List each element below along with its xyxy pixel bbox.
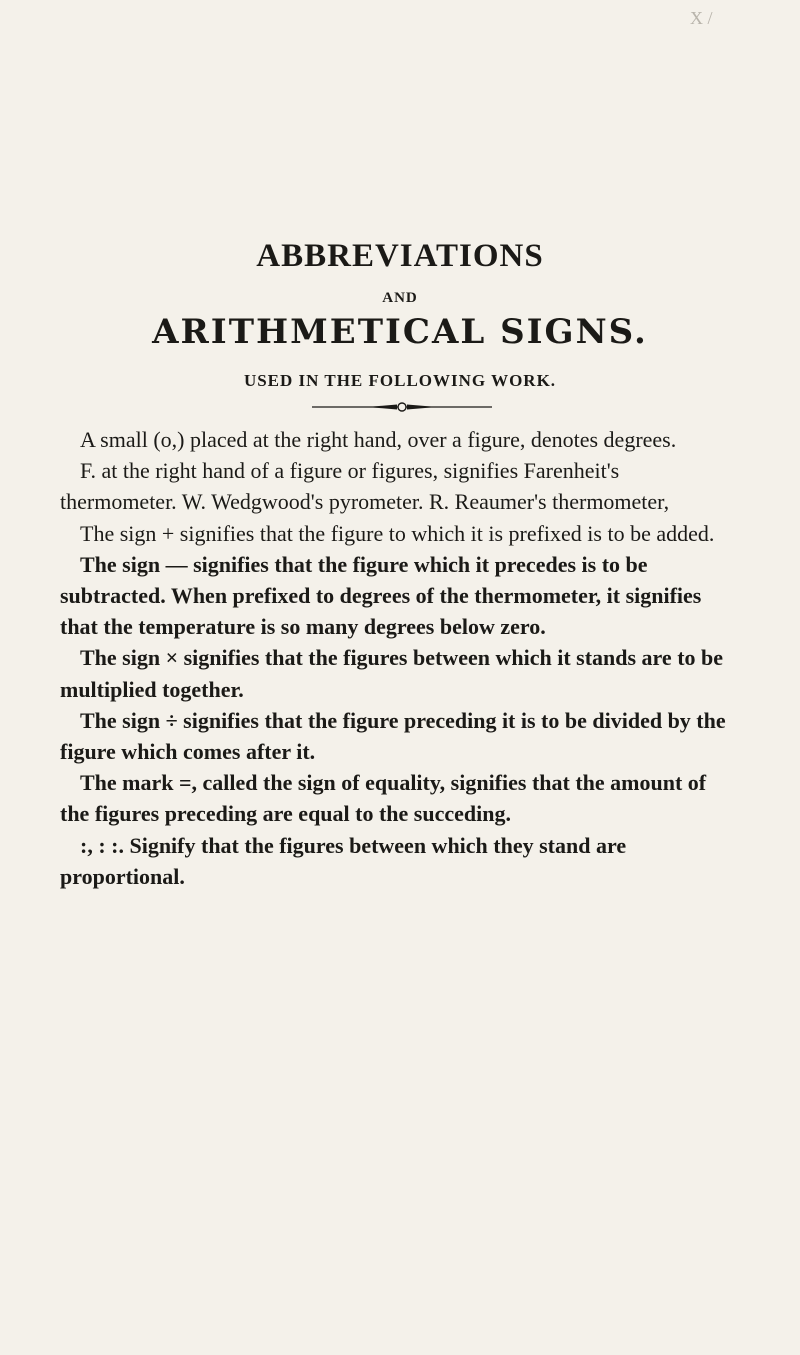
title-conjunction: AND (382, 290, 418, 306)
paragraph-minus-sign: The sign — signifies that the figure which it precedes is to be subtracted. When prefixed to degrees of the thermometer, it signifies that the temperature is so many degrees below zero. (60, 551, 702, 640)
body-text (60, 424, 740, 892)
paragraph-plus-sign: The sign + signifies that the figure to which it is prefixed is to be added. (80, 520, 715, 546)
paragraph-thermometers: F. at the right hand of a figure or figures, signifies Farenheit's thermometer. W. Wedgwood's pyrometer. R. Reaumer's thermometer, (60, 458, 670, 515)
ornament-divider (312, 400, 492, 414)
page-subtitle: USED IN THE FOLLOWING WORK. (243, 371, 557, 390)
page-title: ABBREVIATIONS (256, 238, 544, 274)
paragraph-divide-sign: The sign ÷ signifies that the figure preceding it is to be divided by the figure which comes after it. (60, 707, 726, 765)
paragraph-multiply-sign: The sign × signifies that the figures between which it stands are to be multiplied together. (60, 645, 724, 702)
corner-mark: X / (690, 8, 713, 28)
paragraph-proportion-sign: :, : :. Signify that the figures between which they stand are proportional. (60, 832, 627, 889)
paragraph-degrees: A small (o,) placed at the right hand, over a figure, denotes degrees. (80, 427, 677, 452)
page-title-secondary: ARITHMETICAL SIGNS. (152, 312, 648, 352)
paragraph-equality-sign: The mark =, called the sign of equality, signifies that the amount of the figures preceding are equal to the succeding. (60, 770, 707, 827)
